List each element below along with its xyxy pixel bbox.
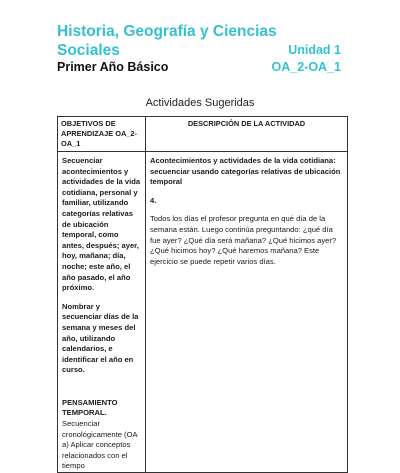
description-column-header: DESCRIPCIÓN DE LA ACTIVIDAD [146,117,348,152]
activity-title: Acontecimientos y actividades de la vida cotidiana: secuenciar usando categorías relativas de ubicación temporal [150,156,341,187]
description-cell [146,152,348,473]
grade-label: Primer Año Básico [57,60,169,74]
objectives-column-header: OBJETIVOS DE APRENDIZAJE OA_2-OA_1 [58,117,146,152]
objective-3-title: PENSAMIENTO TEMPORAL. [62,397,118,418]
subject-title-line-2: Sociales [57,42,120,59]
document-header [57,22,347,76]
objective-text-1: Secuenciar acontecimientos y actividades de la vida cotidiana, personal y familiar, utilizando categorías relativas de ubicación temporal, como antes, después; ayer, hoy, mañana; día, noche; este año, el año pasado, el año próximo. [62,156,141,293]
objective-code: OA_2-OA_1 [271,60,341,74]
subject-title-line-1: Historia, Geografía y Ciencias [57,23,277,40]
objective-text-3 [62,398,141,472]
section-title: Actividades Sugeridas [145,97,255,109]
objective-3-body: Secuenciar cronológicamente (OA a) Aplicar conceptos relacionados con el tiempo [62,419,138,471]
objective-text-2: Nombrar y secuenciar días de la semana y meses del año, utilizando calendarios, e identificar el año en curso. [62,301,139,375]
table-row [58,152,348,473]
table-header-row [58,117,348,152]
unit-label: Unidad 1 [288,43,341,57]
activity-number: 4. [150,195,157,205]
objectives-cell [58,152,146,473]
activity-text: Todos los días el profesor pregunta en qué día de la semana están. Luego continúa preguntando: ¿qué día fue ayer? ¿Qué día será mañana? ¿Qué hicimos ayer? ¿Qué hicimos hoy? ¿Qué haremos mañana? Este ejercicio se puede repetir varios días. [150,214,337,266]
activities-table [57,116,348,473]
